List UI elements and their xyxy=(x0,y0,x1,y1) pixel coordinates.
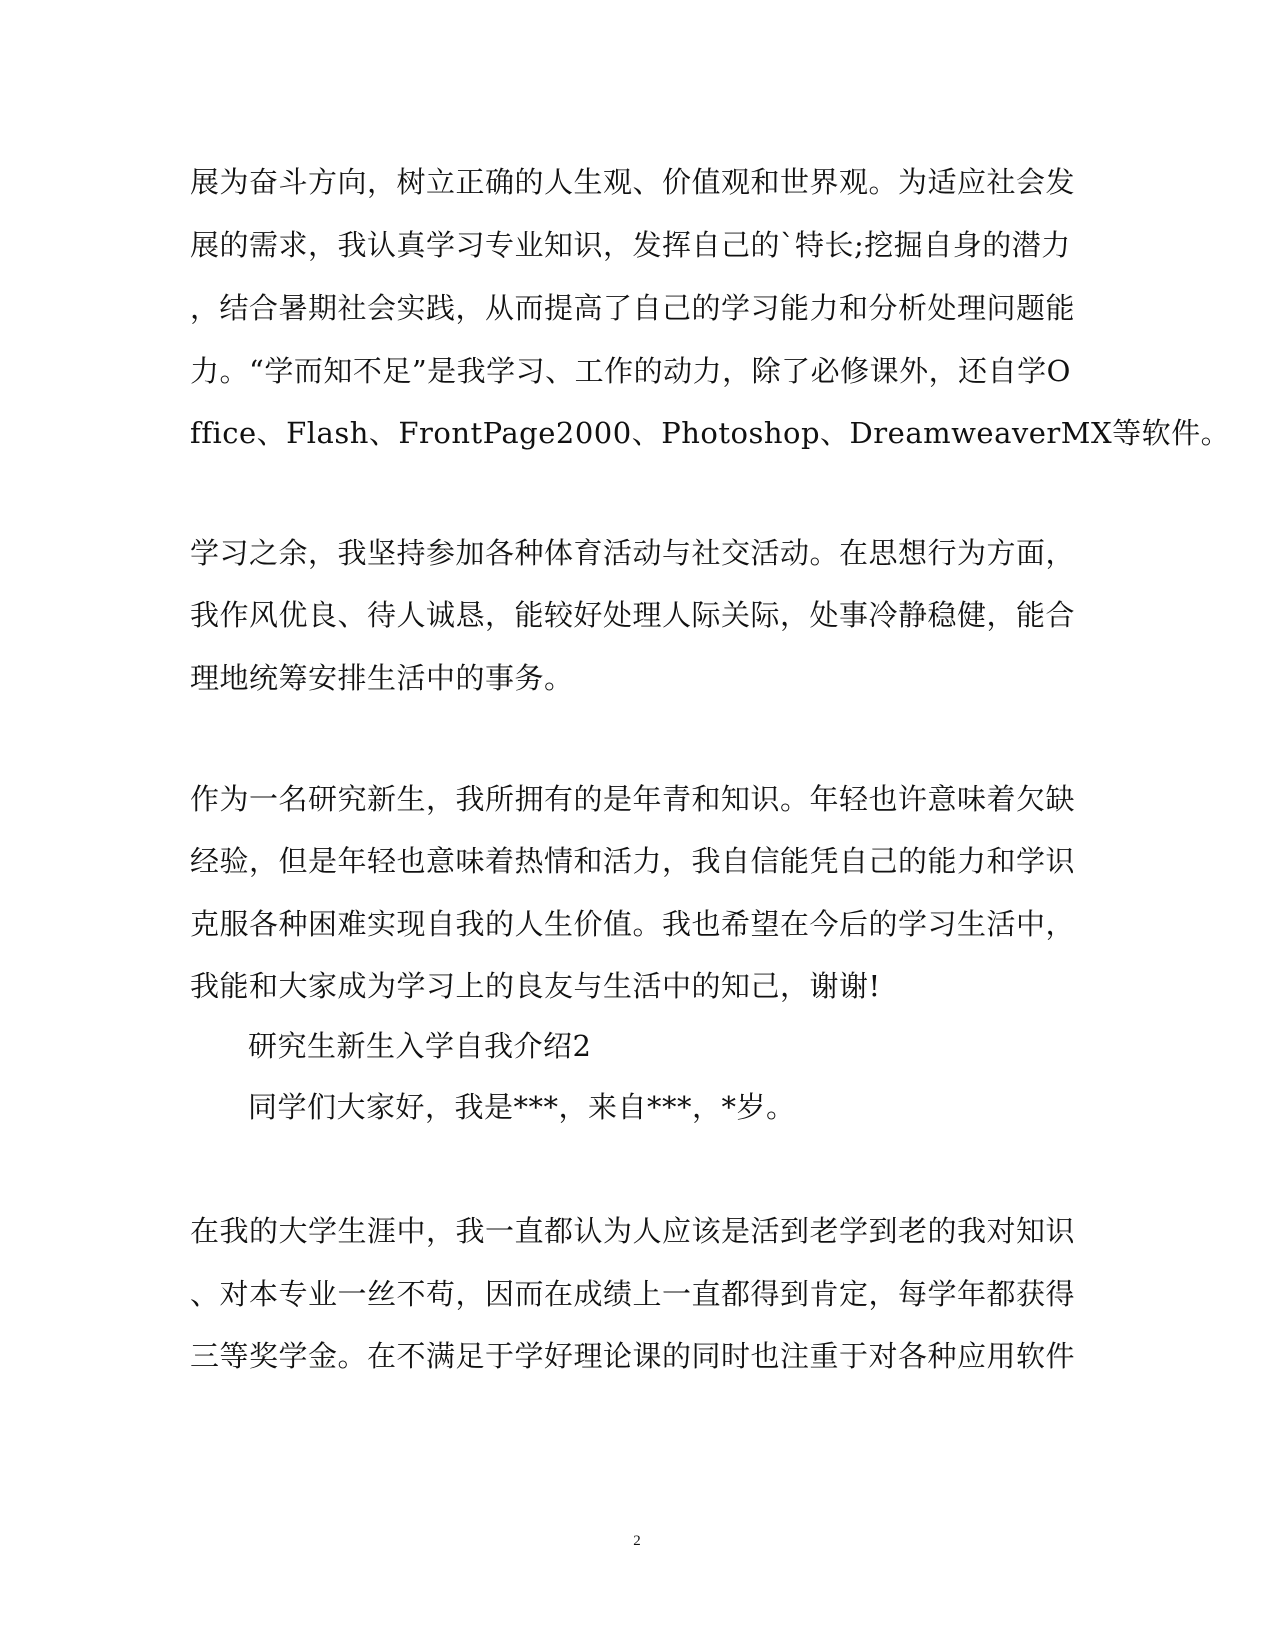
text-line: 克服各种困难实现自我的人生价值。我也希望在今后的学习生活中， xyxy=(190,907,1076,941)
page-number: 2 xyxy=(633,1533,641,1549)
text-line: 理地统筹安排生活中的事务。 xyxy=(190,661,574,695)
text-line: 作为一名研究新生，我所拥有的是年青和知识。年轻也许意味着欠缺 xyxy=(190,782,1076,816)
text-line: ，结合暑期社会实践，从而提高了自己的学习能力和分析处理问题能 xyxy=(190,291,1076,325)
text-line: 三等奖学金。在不满足于学好理论课的同时也注重于对各种应用软件 xyxy=(190,1339,1076,1373)
text-line: 、对本专业一丝不苟，因而在成绩上一直都得到肯定，每学年都获得 xyxy=(190,1277,1076,1311)
text-line: 学习之余，我坚持参加各种体育活动与社交活动。在思想行为方面， xyxy=(190,536,1076,570)
text-line: 力。“学而知不足”是我学习、工作的动力，除了必修课外，还自学O xyxy=(190,354,1071,388)
text-line: 展的需求，我认真学习专业知识，发挥自己的`特长;挖掘自身的潜力 xyxy=(190,228,1071,262)
text-line: 我能和大家成为学习上的良友与生活中的知己，谢谢! xyxy=(190,969,881,1003)
text-line: 经验，但是年轻也意味着热情和活力，我自信能凭自己的能力和学识 xyxy=(190,844,1076,878)
text-line: 展为奋斗方向，树立正确的人生观、价值观和世界观。为适应社会发 xyxy=(190,165,1076,199)
text-line: 在我的大学生涯中，我一直都认为人应该是活到老学到老的我对知识 xyxy=(190,1214,1076,1248)
text-line: 我作风优良、待人诚恳，能较好处理人际关际，处事冷静稳健，能合 xyxy=(190,598,1076,632)
section-heading: 研究生新生入学自我介绍2 xyxy=(248,1029,592,1063)
text-line: ffice、Flash、FrontPage2000、Photoshop、DreamweaverMX等软件。 xyxy=(190,416,1231,450)
greeting-line: 同学们大家好，我是***，来自***，*岁。 xyxy=(248,1090,796,1124)
